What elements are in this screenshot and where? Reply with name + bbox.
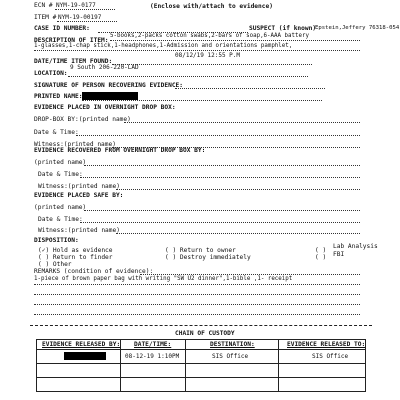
printed-name-label: PRINTED NAME: xyxy=(34,93,83,100)
col-released-to: EVIDENCE RELEASED TO: xyxy=(287,341,366,348)
safe-witness-label: Witness:(printed name) xyxy=(38,227,120,234)
dropbox-datetime-line xyxy=(76,135,360,136)
description-underline1 xyxy=(110,40,360,41)
description-line1: 5-books,2-packs cotton swabs,2-bars of soap,6-AAA battery xyxy=(110,33,309,39)
disposition-title: DISPOSITION: xyxy=(34,237,79,244)
opt-fbi-checkbox: ( ) xyxy=(315,254,327,261)
remarks-line2 xyxy=(34,284,360,285)
recovered-name-label: (printed name) xyxy=(34,159,87,166)
opt-return-finder: ( ) Return to finder xyxy=(38,254,113,261)
col-released-by: EVIDENCE RELEASED BY: xyxy=(42,341,121,348)
remarks-line3 xyxy=(34,294,360,295)
remarks-line4 xyxy=(34,304,360,305)
found-datetime-value: 08/12/19 12:55 P.M xyxy=(175,52,241,59)
released-by-redaction xyxy=(64,352,106,360)
row1-datetime: 08-12-19 1:10PM xyxy=(125,353,180,360)
item-label: ITEM # xyxy=(34,14,57,21)
safe-name-label: (printed name) xyxy=(34,204,87,211)
opt-lab-checkbox: ( ) xyxy=(315,247,327,254)
dropbox-by-line xyxy=(124,122,360,123)
case-id-label: CASE ID NUMBER: xyxy=(34,25,90,32)
description-underline2 xyxy=(34,50,360,51)
remarks-label: REMARKS (condition of evidence): xyxy=(34,268,154,275)
safe-datetime-line xyxy=(80,222,360,223)
suspect-label: SUSPECT (if known) xyxy=(249,25,317,32)
found-datetime-label: DATE/TIME ITEM FOUND: xyxy=(34,58,113,65)
opt-destroy: ( ) Destroy immediately xyxy=(165,254,251,261)
safe-witness-line xyxy=(116,233,360,234)
suspect-value: Epstein,Jeffery 76318-054 xyxy=(315,25,400,31)
recovered-name-line xyxy=(84,165,360,166)
dropbox-witness-label: Witness:(printed name) xyxy=(34,141,116,148)
opt-fbi: FBI xyxy=(333,251,345,258)
ecn-line xyxy=(55,9,115,10)
opt-other: ( ) Other xyxy=(38,261,72,268)
safe-title: EVIDENCE PLACED SAFE BY: xyxy=(34,192,124,199)
opt-hold-evidence: (✓) Hold as evidence xyxy=(38,247,113,254)
dropbox-title: EVIDENCE PLACED IN OVERNIGHT DROP BOX: xyxy=(34,104,176,111)
custody-title: CHAIN OF CUSTODY xyxy=(175,330,235,337)
col-datetime: DATE/TIME: xyxy=(134,341,172,348)
col-destination: DESTINATION: xyxy=(210,341,255,348)
signature-label: SIGNATURE OF PERSON RECOVERING EVIDENCE: xyxy=(34,82,184,89)
recovered-witness-label: Witness:(printed name) xyxy=(38,183,120,190)
signature-line xyxy=(175,88,325,89)
recovered-title: EVIDENCE RECOVERED FROM OVERNIGHT DROP BOX BY: xyxy=(34,147,206,154)
location-value: 9 South 206-220-LAD xyxy=(70,64,139,71)
item-line xyxy=(57,21,117,22)
row1-released-to: SIS Office xyxy=(312,353,349,360)
recovered-datetime-label: Date & Time: xyxy=(38,171,83,178)
ecn-value: NYM-19-0177 xyxy=(56,2,96,9)
printed-name-line xyxy=(82,100,322,101)
remarks-value: 1-piece of brown paper bag with writing "SW U2 dinner",1-bible ,1- receipt xyxy=(34,276,293,282)
opt-lab-analysis: Lab Analysis xyxy=(333,243,378,250)
enclose-note: (Enclose with/attach to evidence) xyxy=(150,3,273,10)
safe-datetime-label: Date & Time: xyxy=(38,216,83,223)
found-datetime-line xyxy=(112,64,312,65)
dropbox-datetime-label: Date & Time: xyxy=(34,129,79,136)
location-line xyxy=(68,76,308,77)
remarks-line5 xyxy=(34,314,360,315)
ecn-label: ECN # xyxy=(34,2,53,9)
opt-return-owner: ( ) Return to owner xyxy=(165,247,236,254)
dropbox-by-label: DROP-BOX BY:(printed name) xyxy=(34,116,131,123)
location-label: LOCATION: xyxy=(34,70,68,77)
row1-destination: SIS Office xyxy=(212,353,249,360)
section-separator xyxy=(30,325,372,326)
printed-name-redaction xyxy=(82,92,138,100)
recovered-witness-line xyxy=(116,189,360,190)
recovered-datetime-line xyxy=(80,177,360,178)
item-value: NYM-19-00197 xyxy=(58,14,102,21)
remarks-line1 xyxy=(140,274,360,275)
safe-name-line xyxy=(84,210,360,211)
description-line2: 1-glasses,1-chap stick,1-headphones,1-Admission and orientations pamphlet, xyxy=(34,43,293,49)
description-label: DESCRIPTION OF ITEM: xyxy=(34,37,109,44)
